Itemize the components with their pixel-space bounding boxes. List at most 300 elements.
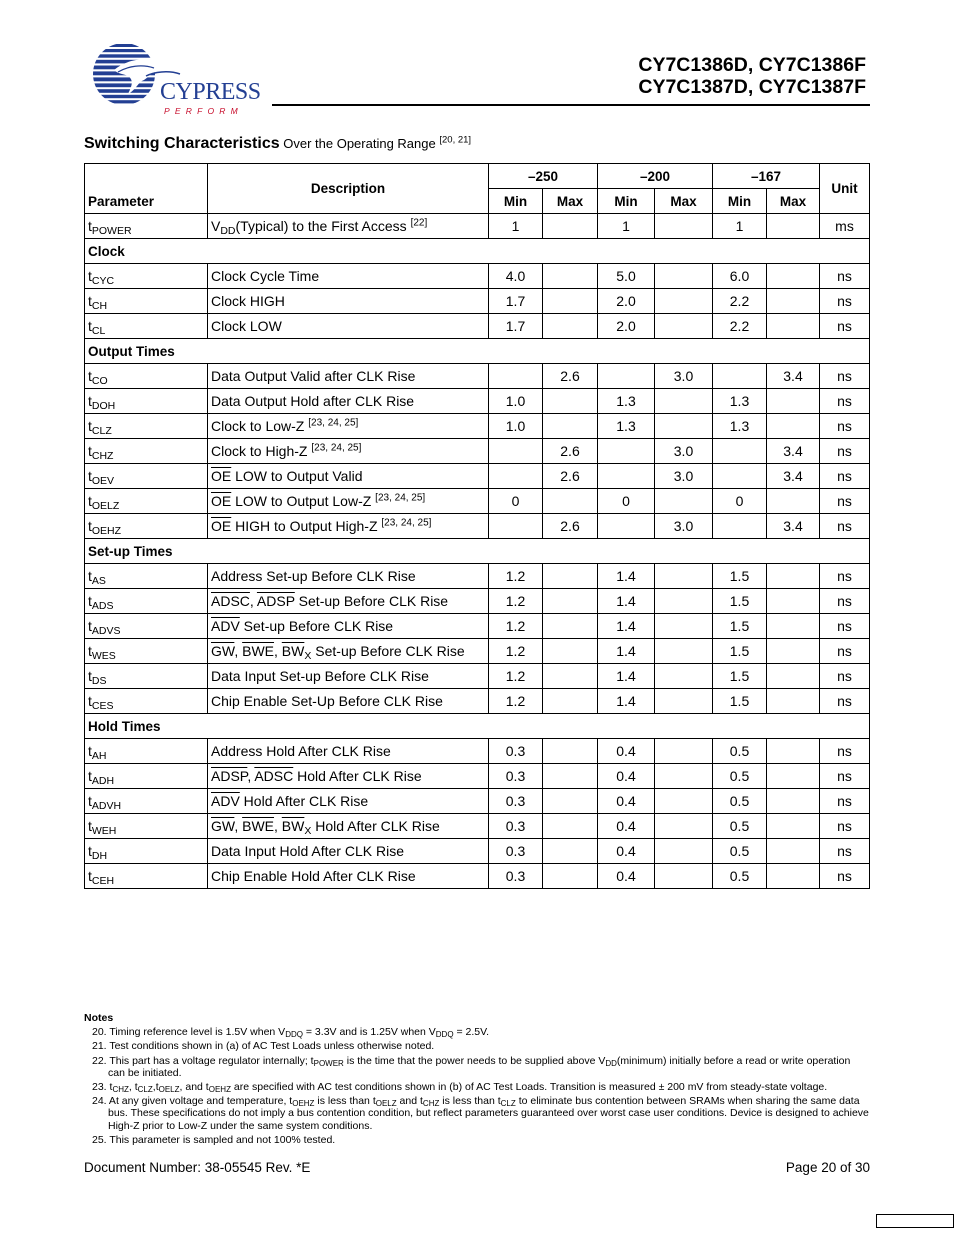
table-row (85, 689, 870, 714)
min-value: 1.5 (713, 664, 767, 689)
max-value: 2.6 (543, 514, 598, 539)
table-row (85, 514, 870, 539)
text: Clock to High-Z (211, 443, 312, 459)
subscript: CHZ (112, 1085, 129, 1095)
parameter-symbol: t (88, 568, 92, 584)
parameter-cell (85, 364, 208, 389)
max-value: 2.6 (543, 439, 598, 464)
table-row (85, 639, 870, 664)
active-low-signal: $\overline{BWE}$ (242, 818, 275, 834)
cypress-logo (84, 42, 269, 120)
parameter-subscript: AS (91, 575, 106, 587)
text: Set-up Before CLK Rise (311, 643, 465, 659)
min-value: 0.3 (489, 739, 543, 764)
text: to eliminate bus contention between SRAMs when sharing the same data bus. These specifications do not imply a bus contention condition, but reflect parameters guaranteed over worst case user conditions. Device is designed to achieve High-Z prior to Low-Z under the same system conditions. (108, 1095, 869, 1132)
table-row (85, 389, 870, 414)
min-value: 1.2 (489, 689, 543, 714)
min-value: 0.3 (489, 764, 543, 789)
category-label: Output Times (85, 339, 870, 364)
reference-superscript: [23, 24, 25] (311, 442, 362, 454)
parameter-cell (85, 564, 208, 589)
max-value (767, 389, 820, 414)
header-parameter: Parameter (85, 164, 208, 214)
header-max: Max (767, 189, 820, 214)
max-value: 3.4 (767, 514, 820, 539)
category-row (85, 714, 870, 739)
parameter-symbol: t (88, 218, 92, 234)
max-value (767, 764, 820, 789)
max-value (543, 689, 598, 714)
parameter-subscript: CL (91, 325, 106, 337)
max-value: 3.0 (655, 439, 713, 464)
unit-cell: ns (820, 864, 870, 889)
min-value: 1.4 (598, 589, 655, 614)
subscript: X (304, 825, 312, 837)
max-value (655, 389, 713, 414)
unit-cell: ns (820, 514, 870, 539)
unit-cell: ns (820, 389, 870, 414)
min-value (489, 439, 543, 464)
category-label: Clock (85, 239, 870, 264)
min-value: 1.4 (598, 614, 655, 639)
unit-cell: ns (820, 439, 870, 464)
parameter-subscript: WEH (91, 825, 117, 837)
parameter-subscript: ADVS (91, 625, 121, 637)
subscript: OELZ (158, 1085, 180, 1095)
active-low-signal: $\overline{BW}$ (281, 643, 305, 659)
min-value: 0 (598, 489, 655, 514)
active-low-signal: $\overline{BWE}$ (242, 643, 275, 659)
text: , (247, 768, 255, 784)
max-value: 3.4 (767, 364, 820, 389)
parameter-symbol: t (88, 593, 92, 609)
parameter-subscript: ADS (91, 600, 114, 612)
max-value (543, 389, 598, 414)
min-value: 6.0 (713, 264, 767, 289)
header-min: Min (598, 189, 655, 214)
active-low-signal: ADSC (254, 768, 294, 784)
min-value: 1.2 (489, 664, 543, 689)
note-item (88, 1081, 870, 1093)
max-value (655, 214, 713, 239)
max-value (655, 289, 713, 314)
max-value (543, 639, 598, 664)
text: HIGH to Output High-Z (231, 518, 382, 534)
text: is the time that the power needs to be supplied above V (343, 1054, 606, 1067)
active-low-signal: ADSP (256, 593, 295, 609)
max-value (543, 814, 598, 839)
unit-cell: ns (820, 589, 870, 614)
description-cell (208, 639, 489, 664)
subscript: POWER (313, 1058, 344, 1068)
max-value (767, 414, 820, 439)
text: is less than t (314, 1095, 376, 1108)
parameter-subscript: CES (91, 700, 114, 712)
table-row (85, 314, 870, 339)
min-value: 2.0 (598, 289, 655, 314)
min-value: 1.5 (713, 589, 767, 614)
text: Data Input Set-up Before CLK Rise (211, 668, 429, 684)
text: 24. At any given voltage and temperature, t (92, 1095, 293, 1108)
max-value (543, 614, 598, 639)
unit-cell: ns (820, 739, 870, 764)
text: , (274, 818, 282, 834)
parameter-symbol: t (88, 368, 92, 384)
note-item (88, 1055, 870, 1079)
min-value: 1 (489, 214, 543, 239)
table-row (85, 214, 870, 239)
description-cell (208, 564, 489, 589)
parameter-cell (85, 439, 208, 464)
parameter-subscript: CHZ (91, 450, 114, 462)
min-value: 1.4 (598, 689, 655, 714)
brand-tagline: PERFORM (164, 106, 243, 116)
parameter-subscript: CO (91, 375, 108, 387)
description-cell (208, 514, 489, 539)
unit-cell: ns (820, 614, 870, 639)
max-value (767, 289, 820, 314)
min-value (713, 439, 767, 464)
text: Hold After CLK Rise (311, 818, 440, 834)
text: , t (128, 1081, 138, 1094)
max-value (767, 839, 820, 864)
text: 21. Test conditions shown in (a) of AC Test Loads unless otherwise noted. (92, 1040, 435, 1053)
min-value: 1.0 (489, 389, 543, 414)
parameter-cell (85, 764, 208, 789)
min-value (713, 464, 767, 489)
text: LOW to Output Valid (231, 468, 363, 484)
parameter-symbol: t (88, 818, 92, 834)
header-speed-250: –250 (489, 164, 598, 189)
active-low-signal: $\overline{OE}$ (211, 518, 232, 534)
table-row (85, 564, 870, 589)
active-low-signal: $\overline{GW}$ (211, 643, 235, 659)
parameter-symbol: t (88, 693, 92, 709)
table-row (85, 589, 870, 614)
text: are specified with AC test conditions shown in (b) of AC Test Loads. Transition is measured ± 200 mV from steady-state voltage. (230, 1081, 828, 1094)
max-value (655, 489, 713, 514)
text: Address Set-up Before CLK Rise (211, 568, 416, 584)
subscript: OELZ (375, 1099, 397, 1109)
text: 23. t (92, 1081, 113, 1094)
parameter-subscript: POWER (91, 225, 132, 237)
active-low-signal: ADSC (211, 593, 250, 609)
parameter-symbol: t (88, 793, 92, 809)
parameter-subscript: DH (91, 850, 108, 862)
text: Hold After CLK Rise (293, 768, 422, 784)
min-value: 0.5 (713, 839, 767, 864)
max-value (767, 614, 820, 639)
active-low-signal: $\overline{OE}$ (211, 493, 232, 509)
min-value: 2.2 (713, 314, 767, 339)
active-low-signal: $\overline{OE}$ (211, 468, 232, 484)
description-cell (208, 589, 489, 614)
max-value (655, 614, 713, 639)
max-value (543, 214, 598, 239)
subscript: X (304, 650, 312, 662)
reference-superscript: [23, 24, 25] (381, 517, 432, 529)
unit-cell: ns (820, 364, 870, 389)
parameter-symbol: t (88, 318, 92, 334)
parameter-cell (85, 614, 208, 639)
note-item (88, 1095, 870, 1132)
max-value (655, 264, 713, 289)
parameter-subscript: ADH (91, 775, 115, 787)
max-value: 3.4 (767, 464, 820, 489)
max-value (655, 789, 713, 814)
text: Data Output Valid after CLK Rise (211, 368, 416, 384)
text: Set-up Before CLK Rise (294, 593, 449, 609)
min-value: 0.4 (598, 814, 655, 839)
max-value (767, 814, 820, 839)
min-value: 1.2 (489, 639, 543, 664)
subscript: DD (220, 225, 236, 237)
max-value (543, 789, 598, 814)
min-value: 0.5 (713, 789, 767, 814)
section-refs: [20, 21] (439, 134, 472, 146)
min-value: 1.5 (713, 614, 767, 639)
max-value (655, 639, 713, 664)
min-value: 1.2 (489, 614, 543, 639)
document-number: Document Number: 38-05545 Rev. *E (84, 1160, 311, 1175)
max-value (543, 489, 598, 514)
reference-superscript: [23, 24, 25] (308, 417, 359, 429)
parameter-cell (85, 289, 208, 314)
active-low-signal: $\overline{ADV}$ (211, 793, 240, 809)
max-value (655, 414, 713, 439)
title-line-2: CY7C1387D, CY7C1387F (638, 76, 866, 98)
min-value: 5.0 (598, 264, 655, 289)
min-value (598, 514, 655, 539)
max-value (767, 489, 820, 514)
header-min: Min (713, 189, 767, 214)
min-value: 2.0 (598, 314, 655, 339)
max-value (543, 764, 598, 789)
unit-cell: ns (820, 264, 870, 289)
parameter-subscript: WES (91, 650, 116, 662)
header-unit: Unit (820, 164, 870, 214)
min-value (713, 514, 767, 539)
feedback-box (876, 1214, 954, 1228)
min-value: 0.5 (713, 739, 767, 764)
min-value (489, 514, 543, 539)
min-value: 1.0 (489, 414, 543, 439)
max-value (543, 564, 598, 589)
parameter-cell (85, 589, 208, 614)
max-value (767, 314, 820, 339)
parameter-subscript: OEHZ (91, 525, 122, 537)
subscript: CLZ (500, 1099, 516, 1109)
min-value: 1.2 (489, 589, 543, 614)
table-row (85, 764, 870, 789)
header-max: Max (543, 189, 598, 214)
active-low-signal: $\overline{BW}$ (281, 818, 305, 834)
parameter-symbol: t (88, 493, 92, 509)
unit-cell: ns (820, 289, 870, 314)
section-title: Switching Characteristics (84, 135, 280, 152)
text: 20. Timing reference level is 1.5V when V (92, 1026, 286, 1039)
min-value: 1.4 (598, 664, 655, 689)
min-value (598, 464, 655, 489)
max-value (543, 664, 598, 689)
unit-cell: ns (820, 489, 870, 514)
note-item (88, 1134, 870, 1146)
table-row (85, 814, 870, 839)
parameter-cell (85, 464, 208, 489)
section-subtitle: Over the Operating Range (283, 136, 436, 151)
text: (Typical) to the First Access (235, 218, 411, 234)
max-value (655, 764, 713, 789)
parameter-cell (85, 814, 208, 839)
max-value: 3.0 (655, 464, 713, 489)
unit-cell: ns (820, 839, 870, 864)
max-value (543, 264, 598, 289)
min-value: 1.7 (489, 289, 543, 314)
text: Set-up Before CLK Rise (239, 618, 394, 634)
max-value (543, 864, 598, 889)
text: LOW to Output Low-Z (231, 493, 376, 509)
max-value (655, 739, 713, 764)
subscript: CHZ (422, 1099, 440, 1109)
max-value (543, 314, 598, 339)
unit-cell: ns (820, 789, 870, 814)
min-value: 1.5 (713, 639, 767, 664)
parameter-cell (85, 864, 208, 889)
parameter-cell (85, 314, 208, 339)
description-cell (208, 389, 489, 414)
text: and t (396, 1095, 423, 1108)
parameter-subscript: OELZ (91, 500, 120, 512)
table-row (85, 614, 870, 639)
min-value (598, 364, 655, 389)
category-label: Hold Times (85, 714, 870, 739)
min-value (489, 364, 543, 389)
parameter-symbol: t (88, 743, 92, 759)
parameter-symbol: t (88, 618, 92, 634)
header-min: Min (489, 189, 543, 214)
parameter-symbol: t (88, 518, 92, 534)
header-rule (272, 104, 870, 106)
unit-cell: ns (820, 814, 870, 839)
table-row (85, 864, 870, 889)
active-low-signal: $\overline{GW}$ (211, 818, 235, 834)
subscript: OEHZ (292, 1099, 315, 1109)
min-value: 2.2 (713, 289, 767, 314)
max-value (655, 314, 713, 339)
description-cell (208, 489, 489, 514)
min-value: 1.7 (489, 314, 543, 339)
max-value (655, 589, 713, 614)
min-value (598, 439, 655, 464)
notes (84, 1012, 870, 1148)
description-cell (208, 764, 489, 789)
description-cell (208, 414, 489, 439)
parameter-cell (85, 639, 208, 664)
min-value (713, 364, 767, 389)
parameter-symbol: t (88, 768, 92, 784)
max-value (655, 689, 713, 714)
text: , and t (179, 1081, 209, 1094)
min-value: 0.5 (713, 814, 767, 839)
category-row (85, 539, 870, 564)
text: Clock HIGH (211, 293, 285, 309)
parameter-cell (85, 264, 208, 289)
min-value: 0 (713, 489, 767, 514)
max-value: 2.6 (543, 464, 598, 489)
max-value (767, 664, 820, 689)
min-value: 0.4 (598, 764, 655, 789)
text: Clock to Low-Z (211, 418, 309, 434)
text: , (274, 643, 282, 659)
text: Data Input Hold After CLK Rise (211, 843, 404, 859)
parameter-symbol: t (88, 443, 92, 459)
max-value (767, 564, 820, 589)
parameter-symbol: t (88, 418, 92, 434)
max-value (767, 589, 820, 614)
parameter-symbol: t (88, 668, 92, 684)
max-value (767, 264, 820, 289)
min-value: 1.3 (598, 414, 655, 439)
description-cell (208, 864, 489, 889)
min-value: 1.4 (598, 564, 655, 589)
header-speed-200: –200 (598, 164, 713, 189)
brand-name: CYPRESS (160, 79, 261, 105)
text: , (234, 643, 243, 659)
max-value (543, 289, 598, 314)
min-value: 0.5 (713, 864, 767, 889)
header-max: Max (655, 189, 713, 214)
min-value: 0.3 (489, 839, 543, 864)
unit-cell: ns (820, 639, 870, 664)
description-cell (208, 839, 489, 864)
description-cell (208, 789, 489, 814)
text: Chip Enable Hold After CLK Rise (211, 868, 416, 884)
parameter-cell (85, 389, 208, 414)
max-value (767, 639, 820, 664)
notes-heading: Notes (84, 1012, 114, 1024)
parameter-cell (85, 789, 208, 814)
min-value (489, 464, 543, 489)
note-item (88, 1026, 870, 1038)
min-value: 1.3 (713, 389, 767, 414)
max-value (655, 564, 713, 589)
text: , (249, 593, 257, 609)
parameter-cell (85, 514, 208, 539)
text: ,t (152, 1081, 159, 1094)
max-value (767, 789, 820, 814)
min-value: 1.3 (598, 389, 655, 414)
min-value: 1.3 (713, 414, 767, 439)
parameter-subscript: DS (91, 675, 107, 687)
max-value (767, 864, 820, 889)
max-value (655, 664, 713, 689)
parameter-cell (85, 414, 208, 439)
table-row (85, 364, 870, 389)
parameter-cell (85, 839, 208, 864)
description-cell (208, 739, 489, 764)
table-row (85, 839, 870, 864)
table-row (85, 464, 870, 489)
parameter-subscript: AH (91, 750, 107, 762)
parameter-cell (85, 689, 208, 714)
subscript: CLZ (137, 1085, 153, 1095)
text: V (211, 218, 221, 234)
table-row (85, 439, 870, 464)
parameter-subscript: ADVH (91, 800, 122, 812)
min-value: 0.4 (598, 864, 655, 889)
min-value: 0.3 (489, 789, 543, 814)
max-value (767, 739, 820, 764)
